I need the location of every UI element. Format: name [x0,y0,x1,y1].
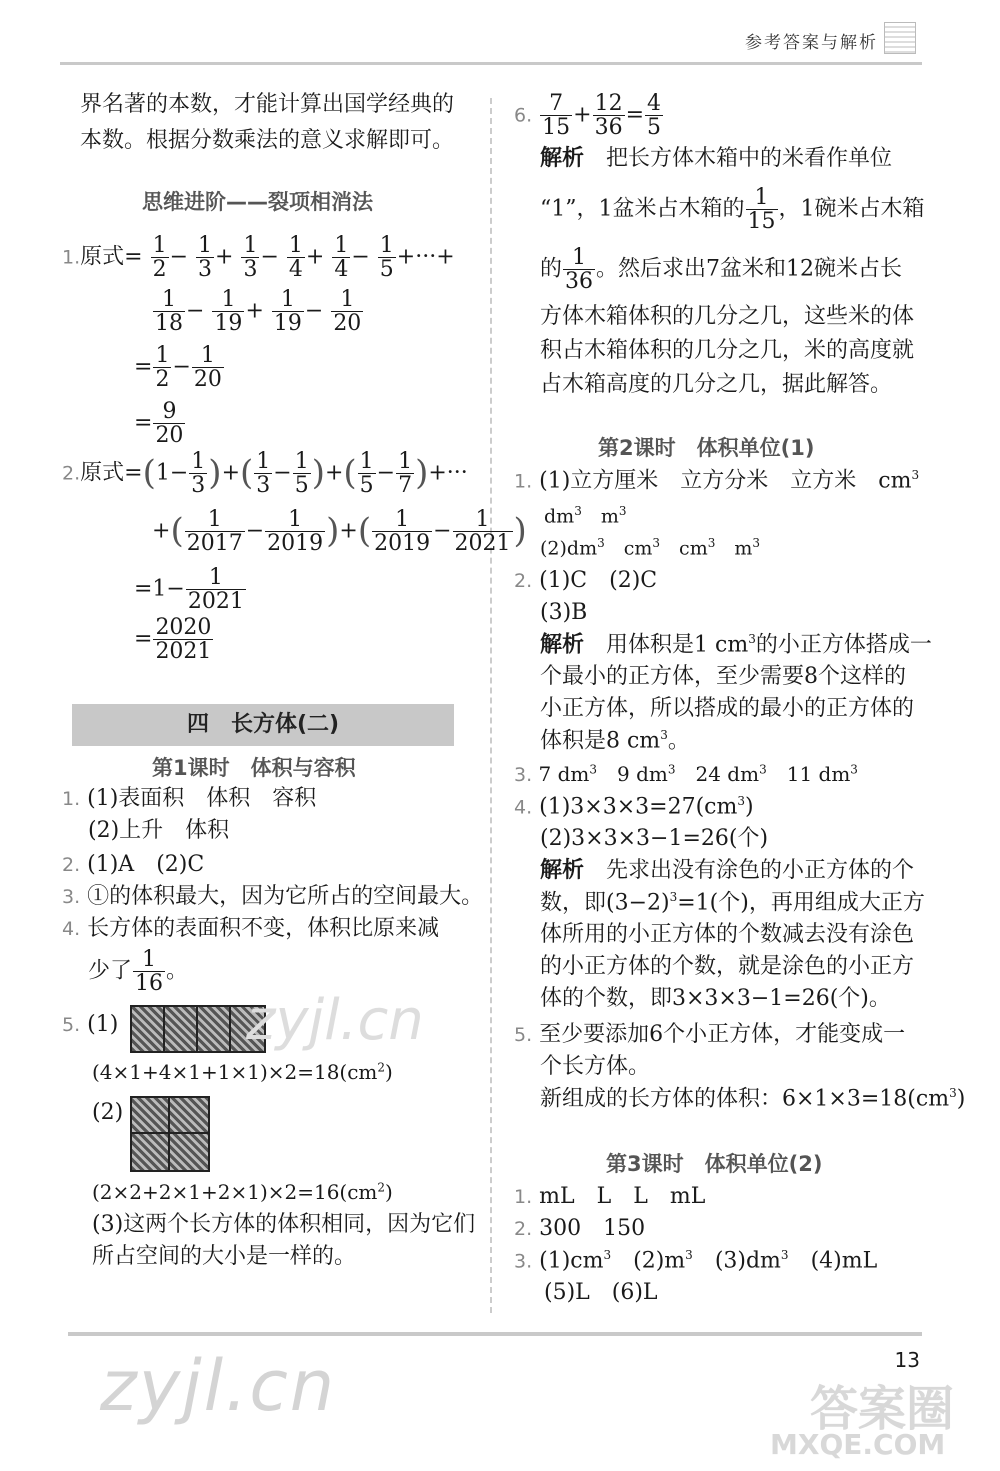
answer-4-line-2: 少了 $\frac{1}{16}$ 。 [88,947,189,997]
running-header: 参考答案与解析 [745,33,878,53]
fraction: $\frac{1}{20}$ [333,287,362,337]
b1-line-2: $dm^3$ $m^3$ [544,504,627,528]
q1-line-4: = $\frac{9}{20}$ [134,399,184,449]
q6-analysis-line-3: 的 $\frac{1}{36}$ 。然后求出7盆米和12碗米占长 [540,245,903,295]
fraction: $\frac{7}{15}$ [542,91,571,141]
header-ornament [884,22,916,54]
answer-3: 3. ①的体积最大，因为它所占的空间最大。 [62,884,484,909]
q6-analysis-line-6: 占木箱高度的几分之几，据此解答。 [540,372,893,397]
fraction: $\frac{2020}{2021}$ [155,615,212,665]
column-divider [490,98,492,1313]
fraction: $\frac{1}{2}$ [152,233,167,283]
fraction: $\frac{1}{2017}$ [186,507,243,557]
fraction: $\frac{1}{16}$ [135,947,164,997]
b2-analysis-line-1: 解析 用体积是1 $cm^3$的小正方体搭成一 [540,632,932,658]
fraction: $\frac{1}{36}$ [565,245,594,295]
b1-line-3: $(2)dm^3$ $cm^3$ $cm^3$ $m^3$ [540,536,761,560]
fraction: $\frac{1}{19}$ [214,287,243,337]
q6-analysis-line-2: “1”，1盆米占木箱的 $\frac{1}{15}$ ，1碗米占木箱 [540,185,925,235]
fraction: $\frac{1}{2021}$ [187,565,244,615]
page-number: 13 [894,1348,920,1372]
fraction: $\frac{1}{3}$ [191,449,206,499]
fraction: $\frac{12}{36}$ [594,91,623,141]
b5-line-3: 新组成的长方体的体积：$6\times 1\times 3=18(cm^3)$ [540,1086,966,1112]
b4-line-1: 4. $(1)3\times 3\times 3=27(cm^3)$ [514,794,754,820]
b2-line-1: 2. (1)C (2)C [514,568,658,593]
q6-analysis-line-1: 解析 把长方体木箱中的米看作单位 [540,146,893,171]
b4-line-2: (2)3×3×3−1=26(个) [540,826,769,851]
fraction: $\frac{1}{7}$ [398,449,413,499]
answer-1-line-1: 1. (1)表面积 体积 容积 [62,786,317,811]
fraction: $\frac{1}{3}$ [198,233,213,283]
watermark-site: MXQE.COM [770,1428,946,1461]
q6-analysis-line-4: 方体木箱体积的几分之几，这些米的体 [540,304,915,329]
fraction: $\frac{1}{18}$ [155,287,183,337]
watermark-logo: 答案圈 [810,1381,955,1437]
intro-line-1: 界名著的本数，才能计算出国学经典的 [80,92,455,117]
answer-5-calc-2: $(2\times 2+2\times 1+2\times 1)\times 2=16(cm^2)$ [92,1180,393,1204]
c2: 2. 300 150 [514,1216,646,1241]
unit-title-bar: 四 长方体(二) [72,704,454,746]
b2-analysis-line-2: 个最小的正方体，至少需要8个这样的 [540,664,906,689]
b2-line-2: (3)B [540,600,588,625]
answer-4-line-1: 4. 长方体的表面积不变，体积比原来减 [62,916,440,941]
q2-line-3: =1− $\frac{1}{2021}$ [134,565,244,615]
q6-equation: 6. $\frac{7}{15}$ + $\frac{12}{36}$ = $\frac{4}{5}$ [514,91,662,141]
answer-2: 2. (1)A (2)C [62,852,205,877]
fraction: $\frac{1}{4}$ [288,233,303,283]
q1-line-2: $\frac{1}{18}$ − $\frac{1}{19}$ + $\frac{1}{19}$ − $\frac{1}{20}$ [155,287,362,337]
b3: 3. 7 $dm^3$ 9 $dm^3$ 24 $dm^3$ 11 $dm^3$ [514,762,858,786]
fraction: $\frac{1}{2019}$ [267,507,324,557]
q6-analysis-line-5: 积占木箱体积的几分之几，米的高度就 [540,338,915,363]
b4-analysis-line-4: 的小正方体的个数，就是涂色的小正方 [540,954,915,979]
fraction: $\frac{1}{4}$ [334,233,349,283]
fraction: $\frac{1}{5}$ [379,233,394,283]
q2-line-2: +( $\frac{1}{2017}$ − $\frac{1}{2019}$ )+( $\frac{1}{2019}$ − $\frac{1}{2021}$ ) [152,507,527,557]
fraction: $\frac{1}{19}$ [273,287,302,337]
b4-analysis-line-2: 数，即$(3-2)^3=1$(个)，再用组成大正方 [540,890,925,916]
fraction: $\frac{1}{2021}$ [454,507,511,557]
q2-line-1: 2.原式=(1− $\frac{1}{3}$ )+( $\frac{1}{3}$ − $\frac{1}{5}$ )+( $\frac{1}{5}$ − $\frac{1}{7}$ )+··· [62,449,468,499]
answer-5-calc-1: $(4\times 1+4\times 1+1\times 1)\times 2=18(cm^2)$ [92,1060,393,1084]
c3-line-2: (5)L (6)L [544,1280,658,1305]
watermark-bottom: zyjl.cn [100,1345,337,1427]
fraction: $\frac{1}{3}$ [243,233,258,283]
answer-5-part-1: 5. (1) [62,1012,119,1037]
c3-line-1: 3. $(1)cm^3$ $(2)m^3$ $(3)dm^3$ (4)mL [514,1248,878,1274]
fraction: $\frac{1}{2019}$ [374,507,431,557]
fraction: $\frac{1}{3}$ [256,449,271,499]
lesson-2-title: 第2课时 体积单位(1) [598,436,815,460]
footer-rule [68,1332,922,1336]
watermark-middle: zyjl.cn [246,988,424,1053]
b2-analysis-line-4: 体积是8 $cm^3$。 [540,728,690,754]
header-rule [60,62,922,65]
fraction: $\frac{1}{20}$ [193,343,222,393]
answer-5-part-2: (2) [92,1100,124,1125]
answer-1-line-2: (2)上升 体积 [88,818,230,843]
cuboid-figure-2 [130,1096,210,1172]
q2-line-4: = $\frac{2020}{2021}$ [134,615,212,665]
fraction: $\frac{9}{20}$ [155,399,184,449]
b4-analysis-line-5: 体的个数，即3×3×3−1=26(个)。 [540,986,891,1011]
lesson-3-title: 第3课时 体积单位(2) [606,1152,823,1176]
b4-analysis-line-1: 解析 先求出没有涂色的小正方体的个 [540,858,915,883]
b2-analysis-line-3: 小正方体，所以搭成的最小的正方体的 [540,696,915,721]
lesson-1-title: 第1课时 体积与容积 [152,756,356,780]
answer-5-part-3-line-1: (3)这两个长方体的体积相同，因为它们 [92,1212,476,1237]
fraction: $\frac{4}{5}$ [647,91,662,141]
b5-line-1: 5. 至少要添加6个小正方体，才能变成一 [514,1022,906,1047]
fraction: $\frac{1}{2}$ [155,343,170,393]
fraction: $\frac{1}{5}$ [294,449,309,499]
fraction: $\frac{1}{5}$ [359,449,374,499]
b4-analysis-line-3: 体所用的小正方体的个数减去没有涂色 [540,922,915,947]
section-title: 思维进阶——裂项相消法 [142,190,373,214]
b1-line-1: 1. (1)立方厘米 立方分米 立方米 $cm^3$ [514,468,920,494]
q1-line-1: 1.原式= $\frac{1}{2}$ − $\frac{1}{3}$ + $\frac{1}{3}$ − $\frac{1}{4}$ + $\frac{1}{4}$ − $\frac{1}{5}$ +···+ [62,233,455,283]
fraction: $\frac{1}{15}$ [747,185,776,235]
b5-line-2: 个长方体。 [540,1054,651,1079]
q1-line-3: = $\frac{1}{2}$ − $\frac{1}{20}$ [134,343,222,393]
intro-line-2: 本数。根据分数乘法的意义求解即可。 [80,128,455,153]
answer-5-part-3-line-2: 所占空间的大小是一样的。 [92,1244,357,1269]
c1: 1. mL L L mL [514,1184,706,1209]
